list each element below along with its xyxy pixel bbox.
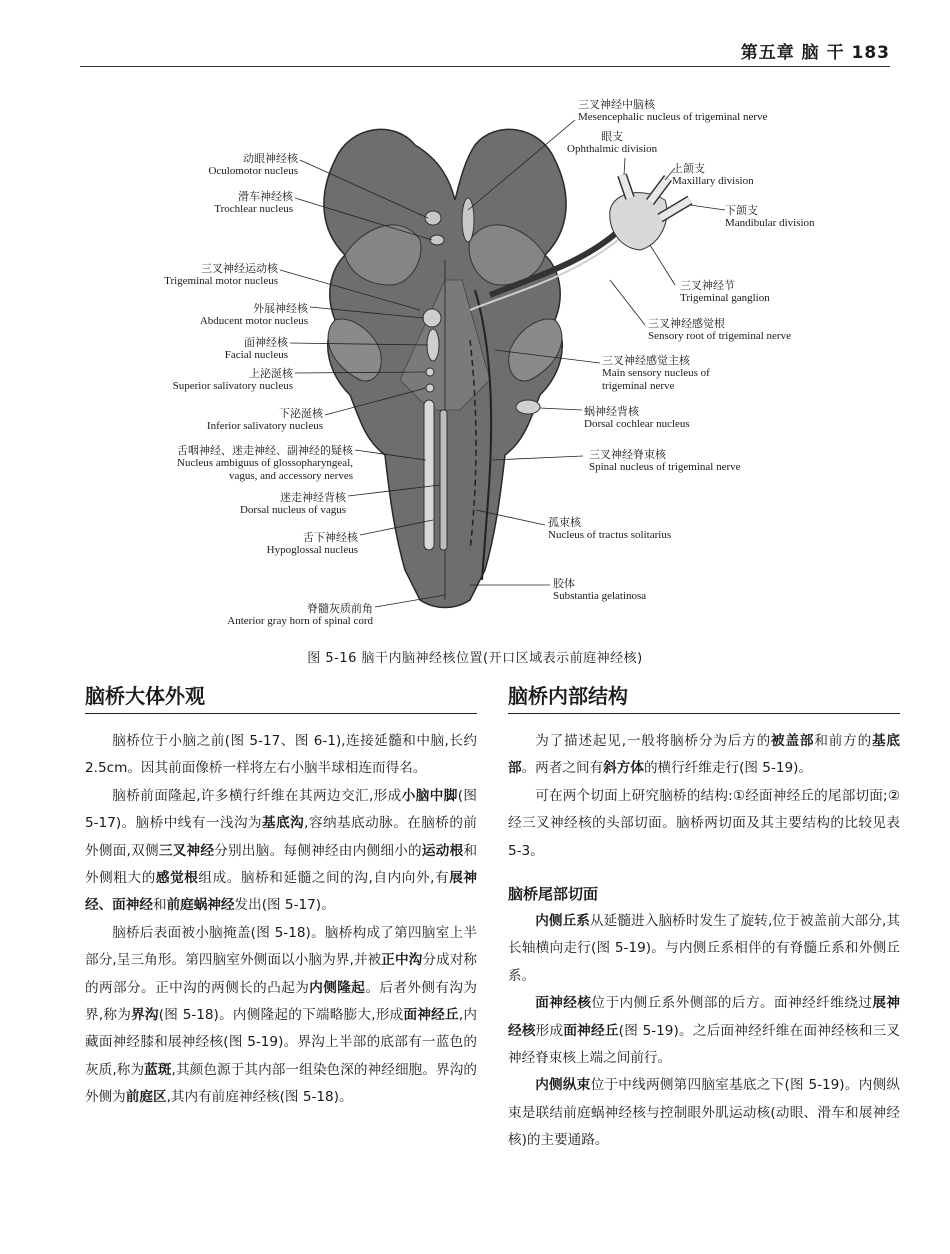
label-main-sensory-nucleus: 三叉神经感觉主核 Main sensory nucleus of trigeminal nerve xyxy=(602,354,710,392)
label-trigeminal-motor-nucleus: 三叉神经运动核 Trigeminal motor nucleus xyxy=(164,262,278,287)
bold-term: 展神经核 xyxy=(508,995,901,1039)
section-title-gross-appearance: 脑桥大体外观 xyxy=(85,680,477,714)
text-run: 位于内侧丘系外侧部的后方。面神经纤维绕过 xyxy=(591,995,873,1012)
subsection-paragraphs xyxy=(508,908,900,1155)
bold-term: 界沟 xyxy=(131,1007,159,1024)
bold-term: 内侧隆起 xyxy=(309,979,366,996)
label-sensory-root: 三叉神经感觉根 Sensory root of trigeminal nerve xyxy=(648,317,791,342)
text-run: (图 5-17)。脑桥中线有一浅沟为 xyxy=(85,787,478,832)
label-inferior-salivatory: 下泌涎核 Inferior salivatory nucleus xyxy=(206,407,323,432)
label-dorsal-cochlear-nucleus: 蜗神经背核 Dorsal cochlear nucleus xyxy=(584,405,690,430)
label-superior-salivatory: 上泌涎核 Superior salivatory nucleus xyxy=(172,367,293,392)
paragraph xyxy=(85,783,477,920)
bold-term: 蓝斑 xyxy=(144,1061,172,1078)
paragraph xyxy=(508,728,900,783)
text-run: ,其内有前庭神经核(图 5-18)。 xyxy=(166,1089,353,1106)
text-run: 组成。脑桥和延髓之间的沟,自内向外,有 xyxy=(198,870,450,887)
label-anterior-gray-horn: 脊髓灰质前角 Anterior gray horn of spinal cord xyxy=(227,602,373,627)
text-run: 脑桥后表面被小脑掩盖(图 5-18)。脑桥构成了第四脑室上半部分,呈三角形。第四脑室外侧面以小脑为界,并被 xyxy=(85,924,477,969)
right-paragraphs xyxy=(508,728,900,865)
figure-caption: 图 5-16 脑干内脑神经核位置(开口区域表示前庭神经核) xyxy=(307,651,643,666)
bold-term: 前庭蜗神经 xyxy=(166,897,235,914)
text-run: 和前方的 xyxy=(814,733,872,749)
label-dorsal-vagus: 迷走神经背核 Dorsal nucleus of vagus xyxy=(239,491,346,516)
paragraph xyxy=(85,728,477,783)
bold-term: 正中沟 xyxy=(381,952,423,969)
label-spinal-trigeminal-nucleus: 三叉神经脊束核 Spinal nucleus of trigeminal nerve xyxy=(589,448,741,473)
running-head xyxy=(80,36,890,67)
text-run: 和 xyxy=(152,897,167,914)
text-run: 从延髓进入脑桥时发生了旋转,位于被盖前大部分,其长轴横向走行(图 5-19)。与内侧丘系相伴的有脊髓丘系和外侧丘系。 xyxy=(508,913,901,984)
abducent-nucleus xyxy=(423,309,441,327)
facial-nucleus xyxy=(427,329,439,361)
bold-term: 三叉神经 xyxy=(158,842,215,859)
paragraph xyxy=(508,990,900,1072)
bold-term: 面神经丘 xyxy=(563,1022,619,1039)
label-mandibular-division: 下颌支 Mandibular division xyxy=(725,204,815,229)
bold-term: 内侧纵束 xyxy=(535,1077,591,1094)
label-trigeminal-ganglion: 三叉神经节 Trigeminal ganglion xyxy=(680,279,770,304)
label-hypoglossal-nucleus: 舌下神经核 Hypoglossal nucleus xyxy=(266,531,358,556)
text-run: 发出(图 5-17)。 xyxy=(234,897,335,914)
label-mesencephalic-nucleus: 三叉神经中脑核 Mesencephalic nucleus of trigeminal nerve xyxy=(578,98,768,123)
text-run: 分别出脑。每侧神经由内侧细小的 xyxy=(214,842,422,859)
trochlear-nucleus xyxy=(430,235,444,245)
subsection-title-caudal-section: 脑桥尾部切面 xyxy=(508,885,599,904)
bold-term: 展神经、面神经 xyxy=(85,870,478,914)
label-trochlear-nucleus: 滑车神经核 Trochlear nucleus xyxy=(214,190,293,215)
bold-term: 小脑中脚 xyxy=(401,787,458,804)
text-run: 位于中线两侧第四脑室基底之下(图 5-19)。内侧纵束是联结前庭蜗神经核与控制眼外肌运动核(动眼、滑车和展神经核)的主要通路。 xyxy=(508,1077,901,1149)
dorsal-cochlear xyxy=(516,400,540,414)
bold-term: 面神经丘 xyxy=(403,1007,459,1024)
superior-salivatory xyxy=(426,368,434,376)
nucleus-ambiguus xyxy=(424,400,434,550)
text-run: 分成对称的两部分。正中沟的两侧长的凸起为 xyxy=(85,952,478,996)
trigeminal-ganglion xyxy=(610,193,667,250)
right-column xyxy=(508,680,900,1155)
bold-term: 内侧丘系 xyxy=(535,913,590,930)
text-run: 为了描述起见,一般将脑桥分为后方的 xyxy=(535,733,772,749)
ophthalmic-branch-fill xyxy=(622,175,630,198)
label-nucleus-ambiguus: 舌咽神经、迷走神经、副神经的疑核 Nucleus ambiguus of glossopharyngeal, vagus, and accessory nerves xyxy=(177,444,353,482)
running-head-text: 第五章 脑 干 183 xyxy=(740,43,890,63)
label-abducent-nucleus: 外展神经核 Abducent motor nucleus xyxy=(199,302,308,327)
label-substantia-gelatinosa: 胶体 Substantia gelatinosa xyxy=(553,577,647,602)
bold-term: 基底部 xyxy=(508,733,901,777)
paragraph xyxy=(508,1072,900,1154)
figure-brainstem-nuclei xyxy=(0,80,950,640)
paragraph xyxy=(508,783,900,865)
label-ophthalmic-division: 眼支 Ophthalmic division xyxy=(567,130,658,155)
label-oculomotor-nucleus: 动眼神经核 Oculomotor nucleus xyxy=(208,152,298,177)
text-run: 形成 xyxy=(535,1022,564,1039)
bold-term: 前庭区 xyxy=(125,1089,167,1106)
text-run: (图 5-18)。内侧隆起的下端略膨大,形成 xyxy=(158,1007,404,1024)
left-column xyxy=(85,680,477,1112)
label-solitary-nucleus: 孤束核 Nucleus of tractus solitarius xyxy=(548,516,672,541)
bold-term: 感觉根 xyxy=(155,870,199,887)
text-run: ,其颜色源于其内部一组染色深的神经细胞。界沟的外侧为 xyxy=(85,1061,477,1106)
bold-term: 被盖部 xyxy=(771,733,815,749)
label-maxillary-division: 上颌支 Maxillary division xyxy=(672,162,754,187)
dorsal-vagus xyxy=(440,410,447,550)
left-paragraphs xyxy=(85,728,477,1112)
text-run: 可在两个切面上研究脑桥的结构:①经面神经丘的尾部切面;②经三叉神经核的头部切面。脑桥两切面及其主要结构的比较见表 5-3。 xyxy=(508,787,900,859)
bold-term: 基底沟 xyxy=(262,815,305,832)
text-run: 的横行纤维走行(图 5-19)。 xyxy=(643,760,813,777)
bold-term: 面神经核 xyxy=(535,995,592,1012)
text-run: 。两者之间有 xyxy=(521,760,604,777)
text-run: ,内藏面神经膝和展神经核(图 5-19)。界沟上半部的底部有一蓝色的灰质,称为 xyxy=(85,1007,477,1078)
text-run: 。后者外侧有沟为界,称为 xyxy=(85,979,478,1024)
text-run: 脑桥前面隆起,许多横行纤维在其两边交汇,形成 xyxy=(112,787,402,804)
mesencephalic-nucleus xyxy=(462,198,474,242)
text-run: 和外侧粗大的 xyxy=(85,842,478,887)
paragraph xyxy=(508,908,900,990)
section-title-internal-structure: 脑桥内部结构 xyxy=(508,680,900,714)
paragraph xyxy=(85,920,477,1112)
text-run: (图 5-19)。之后面神经纤维在面神经核和三叉神经脊束核上端之间前行。 xyxy=(508,1022,901,1067)
inferior-salivatory xyxy=(426,384,434,392)
text-run: 脑桥位于小脑之前(图 5-17、图 6-1),连接延髓和中脑,长约 2.5cm。因其前面像桥一样将左右小脑半球相连而得名。 xyxy=(85,733,477,777)
bold-term: 运动根 xyxy=(421,842,464,859)
label-facial-nucleus: 面神经核 Facial nucleus xyxy=(224,336,288,361)
text-run: ,容纳基底动脉。在脑桥的前外侧面,双侧 xyxy=(85,815,478,859)
brainstem-illustration xyxy=(0,80,950,640)
bold-term: 斜方体 xyxy=(603,760,644,777)
